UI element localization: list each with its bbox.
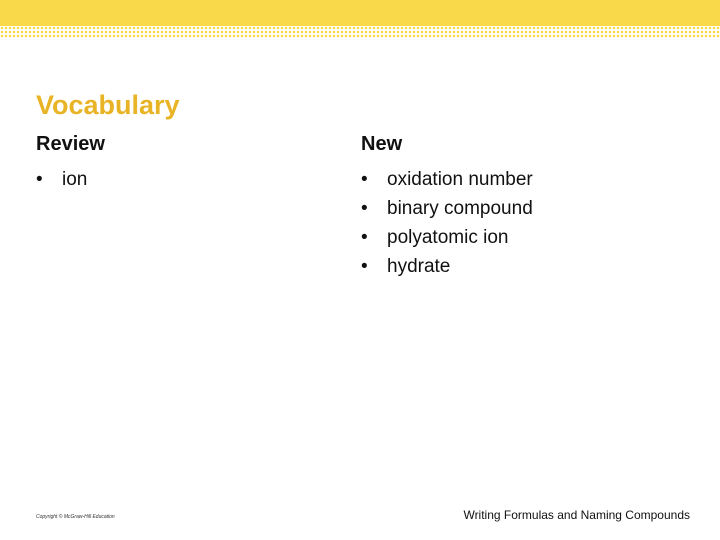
- list-item-text: ion: [62, 169, 88, 190]
- dotted-accent-band: [0, 26, 720, 38]
- list-item-text: oxidation number: [387, 169, 533, 190]
- bullet-icon: •: [361, 227, 368, 248]
- list-item-text: polyatomic ion: [387, 227, 509, 248]
- new-heading: New: [361, 133, 403, 155]
- review-heading: Review: [36, 133, 105, 155]
- review-list: [36, 165, 87, 194]
- bullet-icon: •: [361, 256, 368, 277]
- list-item: [361, 223, 533, 252]
- bullet-icon: •: [361, 169, 368, 190]
- slide-title: Vocabulary: [36, 90, 180, 120]
- list-item: [361, 194, 533, 223]
- bullet-icon: •: [361, 198, 368, 219]
- top-accent-bar: [0, 0, 720, 26]
- list-item: [361, 252, 533, 281]
- copyright-notice: Copyright © McGraw-Hill Education: [36, 514, 115, 520]
- bullet-icon: •: [36, 169, 43, 190]
- list-item-text: binary compound: [387, 198, 533, 219]
- list-item: [361, 165, 533, 194]
- list-item: [36, 165, 87, 194]
- new-list: [361, 165, 533, 281]
- list-item-text: hydrate: [387, 256, 451, 277]
- footer-chapter-title: Writing Formulas and Naming Compounds: [463, 508, 690, 522]
